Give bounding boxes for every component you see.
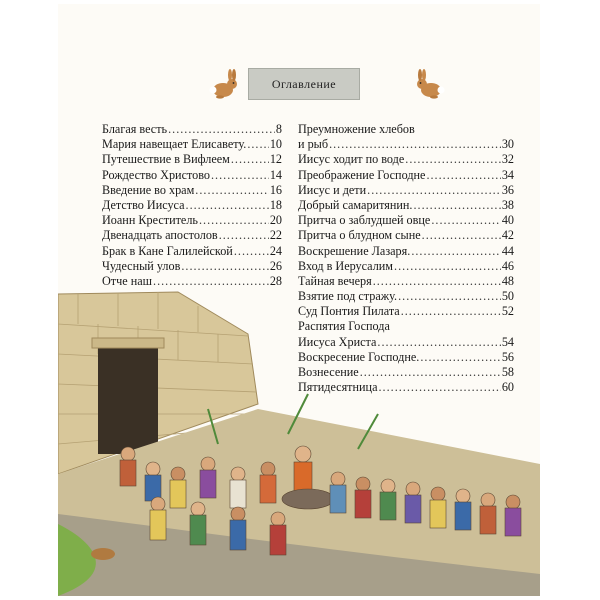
toc-leader-dots [367,183,501,198]
toc-entry-title: Двенадцать апостолов [102,228,218,243]
toc-entry-title: Иисус и дети [298,182,367,197]
toc-entry[interactable] [102,122,282,137]
toc-entry[interactable] [298,168,514,183]
toc-entry-page: 12 [269,152,282,167]
toc-entry-title: Добрый самаритянин. [298,197,413,212]
toc-entry-title: Притча о заблудшей овце [298,213,431,228]
toc-entry[interactable] [102,137,282,152]
toc-entry-title: Чудесный улов [102,258,181,273]
toc-entry-title: Суд Понтия Пилата [298,304,400,319]
toc-column-left [102,122,282,289]
toc-entry-page: 30 [501,137,514,152]
toc-leader-dots [405,152,501,167]
toc-entry-title: Путешествие в Вифлеем [102,152,230,167]
toc-entry[interactable] [298,244,514,259]
toc-entry[interactable] [102,228,282,243]
toc-entry[interactable] [298,152,514,167]
toc-entry-title: Мария навещает Елисавету. [102,137,247,152]
toc-leader-dots [195,183,269,198]
toc-entry-title: Воскресение Господне. [298,349,420,364]
toc-entry-title: Воскрешение Лазаря. [298,243,411,258]
toc-leader-dots [234,244,269,259]
rabbit-icon [206,68,240,102]
toc-entry-title: Преображение Господне [298,167,426,182]
toc-entry-page: 18 [269,197,282,212]
toc-entry-page: 50 [501,289,514,304]
toc-entry-page: 48 [501,273,514,288]
toc-entry-page: 58 [501,365,514,379]
toc-entry-page: 16 [269,182,282,197]
page-title-text: Оглавление [271,76,337,91]
entry-into-jerusalem-illustration [58,274,540,596]
toc-entry-title: Детство Иисуса [102,197,185,212]
toc-entry-page: 44 [501,243,514,258]
toc-entry-page: 20 [269,213,282,228]
toc-entry[interactable] [102,168,282,183]
toc-entry-title: Тайная вечеря [298,273,372,288]
toc-entry-page: 24 [269,243,282,258]
toc-entry-title: Брак в Кане Галилейской [102,243,233,258]
toc-leader-dots [431,213,500,228]
dog [91,548,115,560]
toc-entry-page: 42 [501,228,514,243]
toc-leader-dots [199,213,269,228]
toc-entry-page: 60 [501,380,514,395]
toc-entry[interactable] [102,198,282,213]
rabbit-icon [414,68,448,102]
toc-entry-page: 26 [269,258,282,273]
title-banner [188,64,448,108]
toc-entry-page: 40 [501,213,514,228]
toc-entry-title: Преумножение хлебов [298,122,415,136]
toc-leader-dots [422,228,501,243]
toc-leader-dots [426,168,500,183]
toc-leader-dots [411,244,501,259]
toc-entry[interactable] [102,183,282,198]
toc-leader-dots [231,152,269,167]
toc-entry-page: 52 [501,304,514,319]
toc-leader-dots [211,168,269,183]
toc-entry-page: 28 [269,273,282,288]
toc-leader-dots [247,137,269,152]
toc-entry-title: Взятие под стражу. [298,289,398,304]
toc-entry-title: Отче наш [102,273,153,288]
toc-entry[interactable] [102,213,282,228]
toc-entry-page: 46 [501,258,514,273]
toc-entry[interactable] [102,259,282,274]
toc-entry[interactable] [298,122,514,137]
toc-entry-title: Распятия Господа [298,319,390,334]
toc-entry-page: 56 [501,349,514,364]
toc-entry-title: Иисуса Христа [298,334,377,349]
toc-entry-page: 22 [269,228,282,243]
toc-entry-title: и рыб [298,137,329,152]
toc-entry-title: Введение во храм [102,182,195,197]
toc-leader-dots [329,137,501,152]
toc-entry[interactable] [298,198,514,213]
toc-leader-dots [219,228,269,243]
toc-entry-page: 54 [501,334,514,349]
toc-entry[interactable] [298,213,514,228]
toc-leader-dots [181,259,268,274]
toc-leader-dots [186,198,269,213]
toc-entry-title: Вознесение [298,365,359,379]
toc-entry-page: 14 [269,167,282,182]
toc-entry-page: 10 [269,137,282,152]
book-page [58,4,540,596]
toc-leader-dots [413,198,500,213]
toc-entry-page: 38 [501,197,514,212]
toc-entry-page: 34 [501,167,514,182]
toc-leader-dots [394,259,501,274]
toc-leader-dots [168,122,275,137]
toc-entry-title: Иоанн Креститель [102,213,198,228]
toc-entry-title: Рождество Христово [102,167,210,182]
toc-entry[interactable] [102,244,282,259]
toc-entry[interactable] [298,228,514,243]
toc-entry[interactable] [298,137,514,152]
toc-entry-title: Благая весть [102,122,168,136]
toc-entry[interactable] [102,152,282,167]
toc-entry[interactable] [298,183,514,198]
toc-entry-title: Притча о блудном сыне [298,228,421,243]
toc-entry-page: 36 [501,182,514,197]
toc-entry-title: Иисус ходит по воде [298,152,405,167]
toc-entry-page: 32 [501,152,514,167]
page-title [248,68,360,100]
toc-entry[interactable] [298,259,514,274]
toc-entry-page: 8 [275,122,282,136]
city-gate [98,344,158,454]
toc-entry-title: Пятидесятница [298,380,378,395]
toc-entry-title: Вход в Иерусалим [298,258,394,273]
